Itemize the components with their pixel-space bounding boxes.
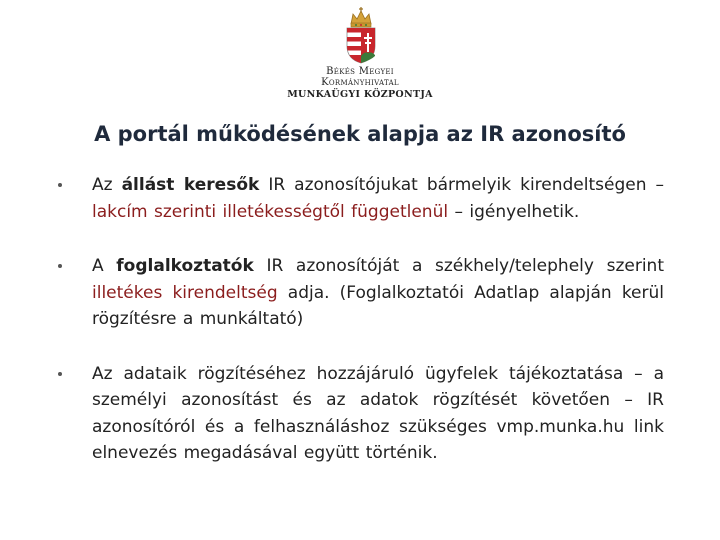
bullet-list [58,172,664,495]
bullet-text [92,361,664,467]
bullet-dot-icon [58,264,62,268]
text-run: Az adataik rögzítéséhez hozzájáruló ügyfelek tájékoztatása – a személyi azonosítást és az adatok rögzítését követően – IR azonosítóról és a felhasználáshoz szükséges vmp.munka.hu link elnevezés megadásával együtt történik. [92,363,664,463]
org-name-line2: Kormányhivatal [321,77,399,88]
bold-text: foglalkoztatók [116,256,254,276]
list-item [58,253,664,333]
org-name-line1: Békés Megyei [326,66,394,77]
list-item [58,361,664,467]
bullet-dot-icon [58,183,62,187]
text-run: IR azonosítójukat bármelyik kirendeltségen – [259,175,664,195]
org-name-line3: MUNKAÜGYI KÖZPONTJA [287,89,433,100]
hungarian-coat-of-arms-icon [343,6,379,64]
text-run: IR azonosítóját a székhely/telephely szerint [253,256,664,276]
text-run: A [92,256,117,276]
bullet-text [92,172,664,225]
bullet-text [92,253,664,333]
highlighted-text: lakcím szerinti illetékességtől függetlenül [92,201,449,222]
text-run: – igényelhetik. [448,201,580,222]
text-run: adja. (Foglalkoztatói Adatlap alapján kerül rögzítésre a munkáltató) [92,282,665,329]
list-item [58,172,664,225]
page-title: A portál működésének alapja az IR azonosító [94,122,626,146]
bold-text: állást keresők [121,175,260,195]
bullet-dot-icon [58,372,62,376]
text-run: Az [92,175,122,195]
highlighted-text: illetékes kirendeltség [92,282,278,303]
